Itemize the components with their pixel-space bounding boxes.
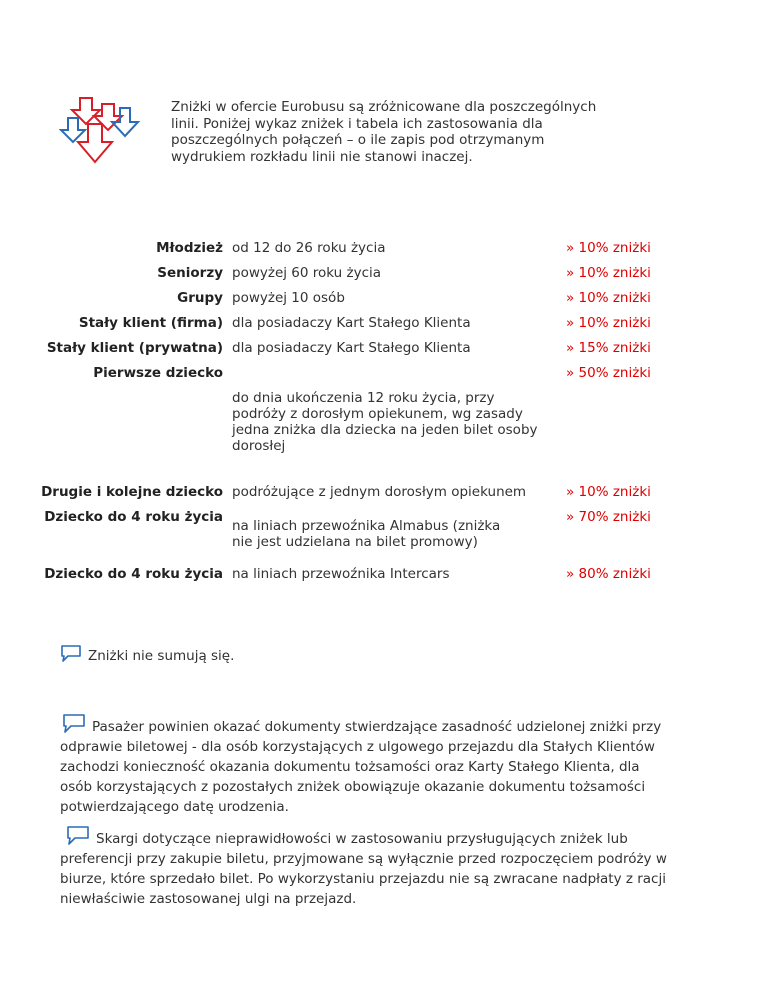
discount-value: » 10% zniżki	[566, 265, 651, 281]
intro-line: wydrukiem rozkładu linii nie stanowi inaczej.	[171, 148, 473, 165]
intro-text	[171, 99, 631, 165]
desc-line: jedna zniżka dla dziecka na jeden bilet osoby	[232, 422, 538, 438]
desc-line: dorosłej	[232, 438, 286, 454]
discount-desc: dla posiadaczy Kart Stałego Klienta	[232, 340, 471, 356]
discount-label: Dziecko do 4 roku życia	[44, 509, 223, 525]
discount-label: Dziecko do 4 roku życia	[44, 566, 223, 582]
discount-desc: podróżujące z jednym dorosłym opiekunem	[232, 484, 527, 500]
note-line: osób korzystających z pozostałych zniżek obowiązuje okazanie dokumentu tożsamości	[60, 779, 646, 795]
discount-value: » 10% zniżki	[566, 315, 651, 331]
discount-value: » 10% zniżki	[566, 484, 651, 500]
discount-label: Pierwsze dziecko	[93, 365, 223, 381]
discount-label: Młodzież	[156, 240, 223, 256]
note-line: zachodzi konieczność okazania dokumentu tożsamości oraz Karty Stałego Klienta, dla	[60, 759, 640, 775]
discount-desc: na liniach przewoźnika Intercars	[232, 566, 450, 582]
discount-value: » 10% zniżki	[566, 240, 651, 256]
note-text: Zniżki nie sumują się.	[88, 648, 235, 664]
discount-label: Grupy	[177, 290, 223, 306]
desc-line: do dnia ukończenia 12 roku życia, przy	[232, 390, 495, 406]
note-line: Skargi dotyczące nieprawidłowości w zastosowaniu przysługujących zniżek lub	[60, 826, 710, 849]
desc-line: nie jest udzielana na bilet promowy)	[232, 534, 478, 550]
desc-line: na liniach przewoźnika Almabus (zniżka	[232, 518, 501, 534]
discount-label: Stały klient (firma)	[78, 315, 223, 331]
discount-label: Drugie i kolejne dziecko	[41, 484, 223, 500]
down-arrows-logo-icon	[58, 96, 142, 170]
discount-desc: powyżej 60 roku życia	[232, 265, 382, 281]
note-no-stacking	[60, 645, 234, 666]
discount-desc: powyżej 10 osób	[232, 290, 345, 306]
discount-desc: dla posiadaczy Kart Stałego Klienta	[232, 315, 471, 331]
note-line: niewłaściwie zastosowanej ulgi na przejazd.	[60, 891, 357, 907]
discount-value: » 80% zniżki	[566, 566, 651, 582]
note-line: preferencji przy zakupie biletu, przyjmowane są wyłącznie przed rozpoczęciem podróży w	[60, 851, 667, 867]
discount-desc	[232, 518, 552, 550]
speech-bubble-icon	[60, 645, 82, 662]
note-line: odprawie biletowej - dla osób korzystających z ulgowego przejazdu dla Stałych Klientów	[60, 739, 655, 755]
discount-value: » 50% zniżki	[566, 365, 651, 381]
discount-value: » 70% zniżki	[566, 509, 651, 525]
speech-bubble-icon	[62, 714, 86, 733]
note-line: biurze, które sprzedało bilet. Po wykorzystaniu przejazdu nie są zwracane nadpłaty z racji	[60, 871, 666, 887]
speech-bubble-icon	[66, 826, 90, 845]
intro-line: Zniżki w ofercie Eurobusu są zróżnicowane dla poszczególnych	[171, 99, 597, 115]
discount-value: » 15% zniżki	[566, 340, 651, 356]
discount-value: » 10% zniżki	[566, 290, 651, 306]
intro-line: poszczególnych połączeń – o ile zapis pod otrzymanym	[171, 132, 545, 148]
note-line: Pasażer powinien okazać dokumenty stwierdzające zasadność udzielonej zniżki przy	[60, 714, 700, 737]
discount-label: Stały klient (prywatna)	[46, 340, 223, 356]
discount-desc: od 12 do 26 roku życia	[232, 240, 386, 256]
note-line: potwierdzającego datę urodzenia.	[60, 799, 289, 815]
note-complaints	[60, 826, 710, 909]
discount-desc	[232, 390, 552, 454]
intro-line: linii. Poniżej wykaz zniżek i tabela ich zastosowania dla	[171, 115, 543, 132]
note-documents	[60, 714, 700, 817]
discount-label: Seniorzy	[157, 265, 223, 281]
desc-line: podróży z dorosłym opiekunem, wg zasady	[232, 406, 523, 422]
